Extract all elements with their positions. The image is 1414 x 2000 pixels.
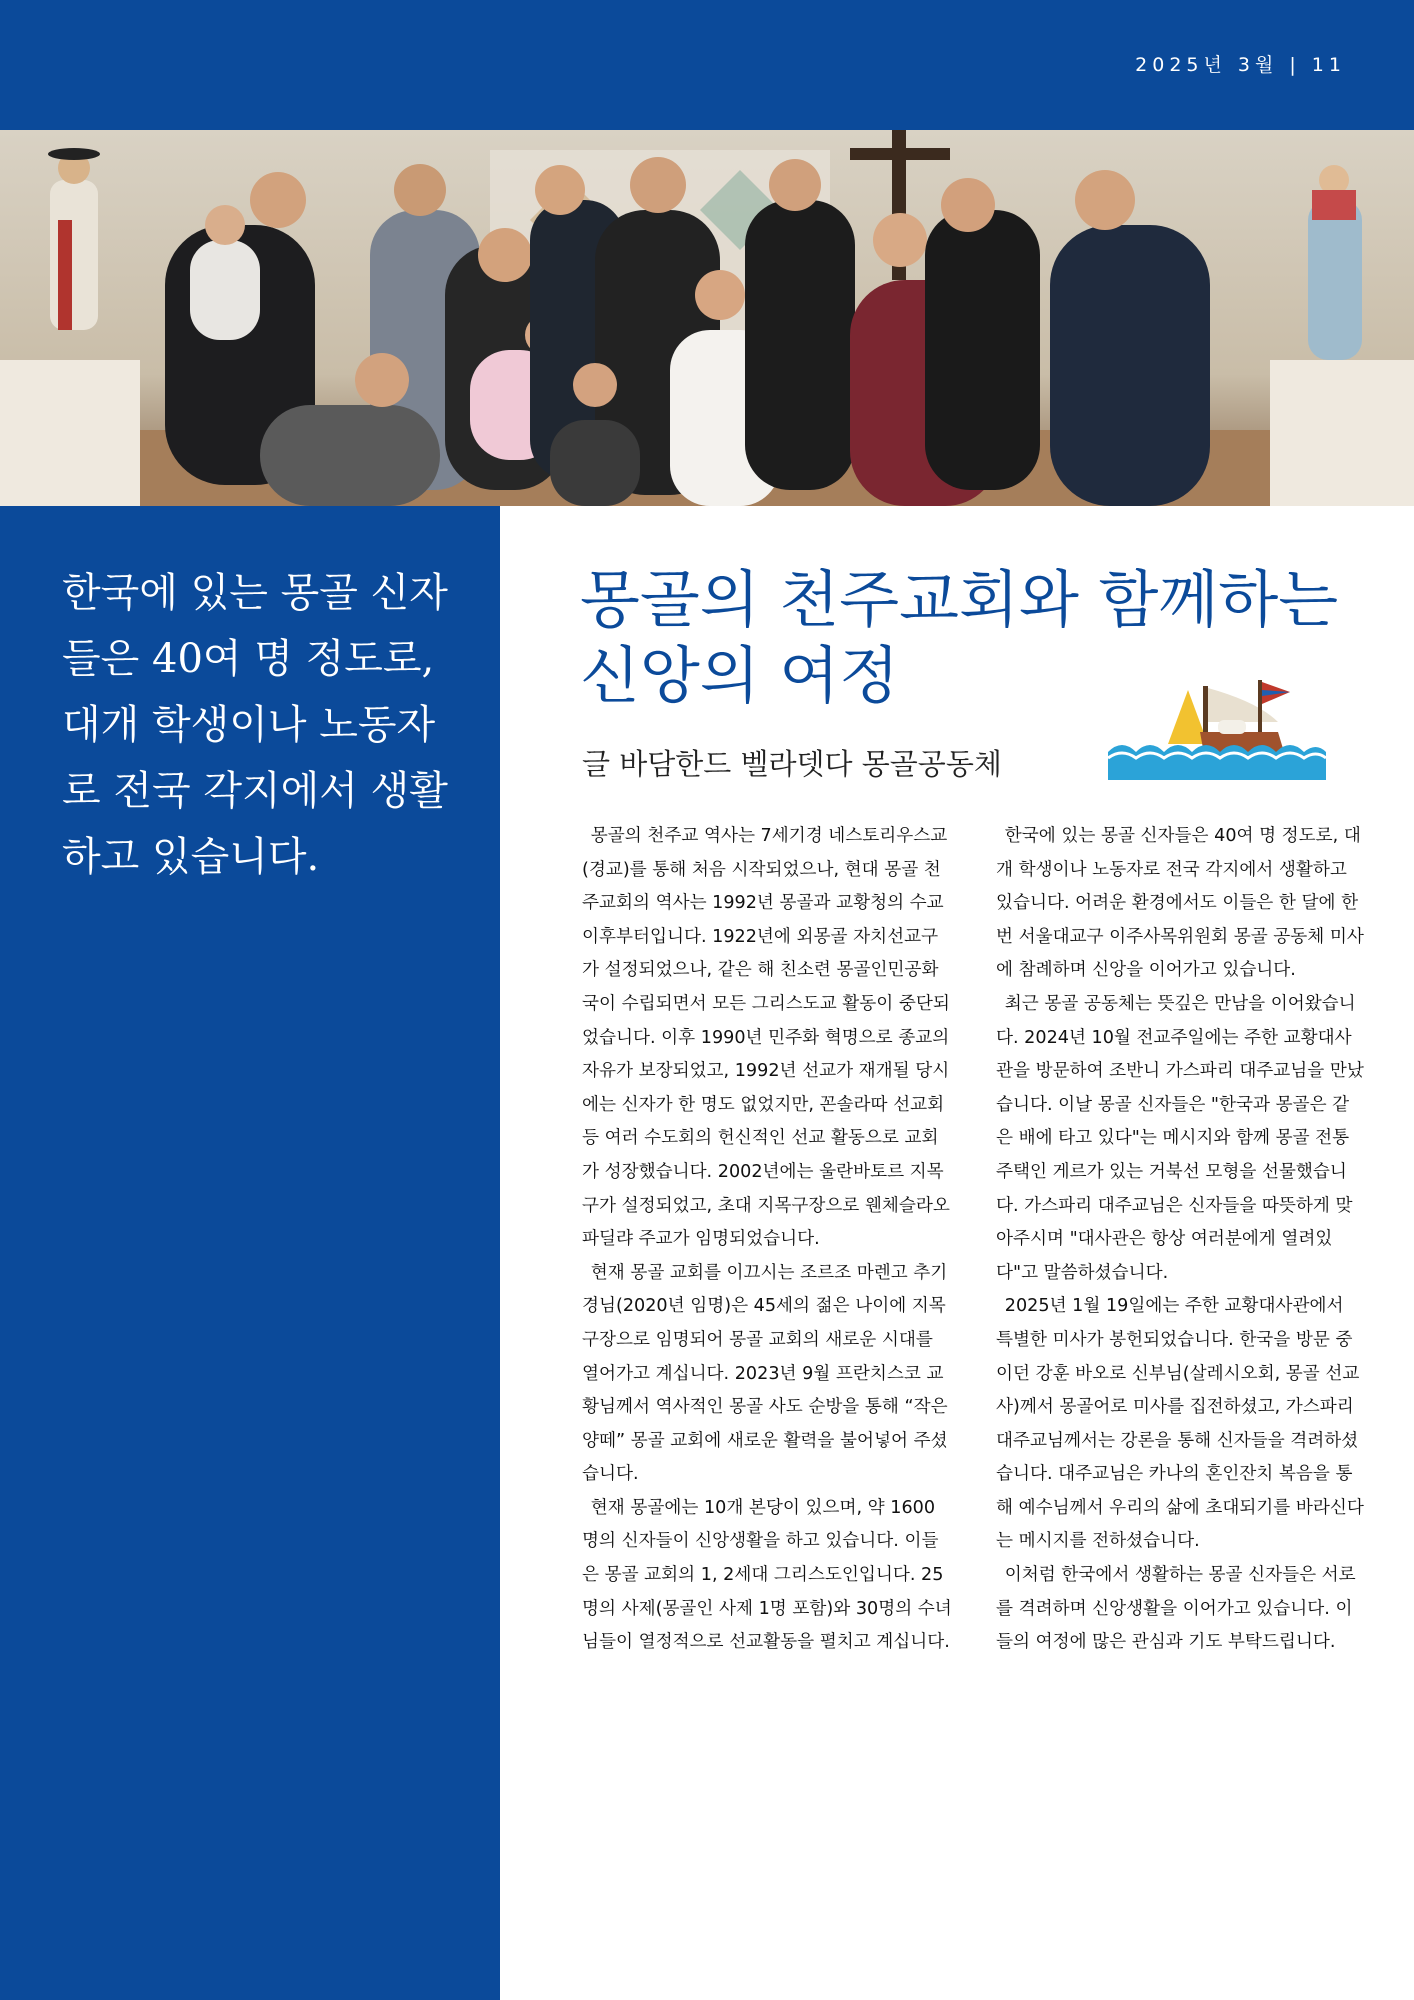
pull-quote: 한국에 있는 몽골 신자들은 40여 명 정도로, 대개 학생이나 노동자로 전국 각지에서 생활하고 있습니다.: [62, 570, 448, 880]
paragraph: 현재 몽골 교회를 이끄시는 조르조 마렌고 추기경님(2020년 임명)은 45세의 젊은 나이에 지목구장으로 임명되어 몽골 교회의 새로운 시대를 열어가고 계십니다. 2023년 9월 프란치스코 교황님께서 역사적인 몽골 사도 순방을 통해 “작은 양떼” 몽골 교회에 새로운 활력을 불어넣어 주셨습니다.: [582, 1262, 948, 1485]
paragraph: 현재 몽골에는 10개 본당이 있으며, 약 1600명의 신자들이 신앙생활을 하고 있습니다. 이들은 몽골 교회의 1, 2세대 그리스도인입니다. 25명의 사제(몽골인 사제 1명 포함)와 30명의 수녀님들이 열정적으로 선교활동을 펼치고 계십니다.: [582, 1497, 952, 1653]
paragraph: 한국에 있는 몽골 신자들은 40여 명 정도로, 대개 학생이나 노동자로 전국 각지에서 생활하고 있습니다. 어려운 환경에서도 이들은 한 달에 한 번 서울대교구 이주사목위원회 몽골 공동체 미사에 참례하며 신앙을 이어가고 있습니다.: [996, 826, 1364, 981]
article-column-1: [582, 820, 952, 1660]
paragraph: 몽골의 천주교 역사는 7세기경 네스토리우스교(경교)를 통해 처음 시작되었으나, 현대 몽골 천주교회의 역사는 1992년 몽골과 교황청의 수교 이후부터입니다. 1922년에 외몽골 자치선교구가 설정되었으나, 같은 해 친소련 몽골인민공화국이 수립되면서 모든 그리스도교 활동이 중단되었습니다. 이후 1990년 민주화 혁명으로 종교의 자유가 보장되었고, 1992년 선교가 재개될 당시에는 신자가 한 명도 없었지만, 꼰솔라따 선교회 등 여러 수도회의 헌신적인 선교 활동으로 교회가 성장했습니다. 2002년에는 울란바토르 지목구가 설정되었고, 초대 지목구장으로 웬체슬라오 파딜랴 주교가 임명되었습니다.: [582, 826, 950, 1250]
group-photo-illustration: [0, 130, 1414, 506]
article-byline: 글 바담한드 벨라뎃다 몽골공동체: [582, 747, 1002, 781]
issue-date: 2025년 3월 | 11: [1135, 54, 1346, 76]
group-photo: [0, 130, 1414, 506]
paragraph: 최근 몽골 공동체는 뜻깊은 만남을 이어왔습니다. 2024년 10월 전교주일에는 주한 교황대사관을 방문하여 조반니 가스파리 대주교님을 만났습니다. 이날 몽골 신자들은 "한국과 몽골은 같은 배에 타고 있다"는 메시지와 함께 몽골 전통 주택인 게르가 있는 거북선 모형을 선물했습니다. 가스파리 대주교님은 신자들을 따뜻하게 맞아주시며 "대사관은 항상 여러분에게 열려있다"고 말씀하셨습니다.: [996, 993, 1364, 1283]
paragraph: 이처럼 한국에서 생활하는 몽골 신자들은 서로를 격려하며 신앙생활을 이어가고 있습니다. 이들의 여정에 많은 관심과 기도 부탁드립니다.: [996, 1565, 1356, 1653]
turtle-ship-illustration: [1108, 672, 1326, 780]
article-column-2: [996, 820, 1366, 1660]
paragraph: 2025년 1월 19일에는 주한 교황대사관에서 특별한 미사가 봉헌되었습니다. 한국을 방문 중이던 강훈 바오로 신부님(살레시오회, 몽골 선교사)께서 몽골어로 미사를 집전하셨고, 가스파리 대주교님께서는 강론을 통해 신자들을 격려하셨습니다. 대주교님은 카나의 혼인잔치 복음을 통해 예수님께서 우리의 삶에 초대되기를 바라신다는 메시지를 전하셨습니다.: [996, 1296, 1364, 1552]
header-bar: [0, 0, 1414, 130]
article-title: 몽골의 천주교회와 함께하는 신앙의 여정: [580, 563, 1339, 712]
